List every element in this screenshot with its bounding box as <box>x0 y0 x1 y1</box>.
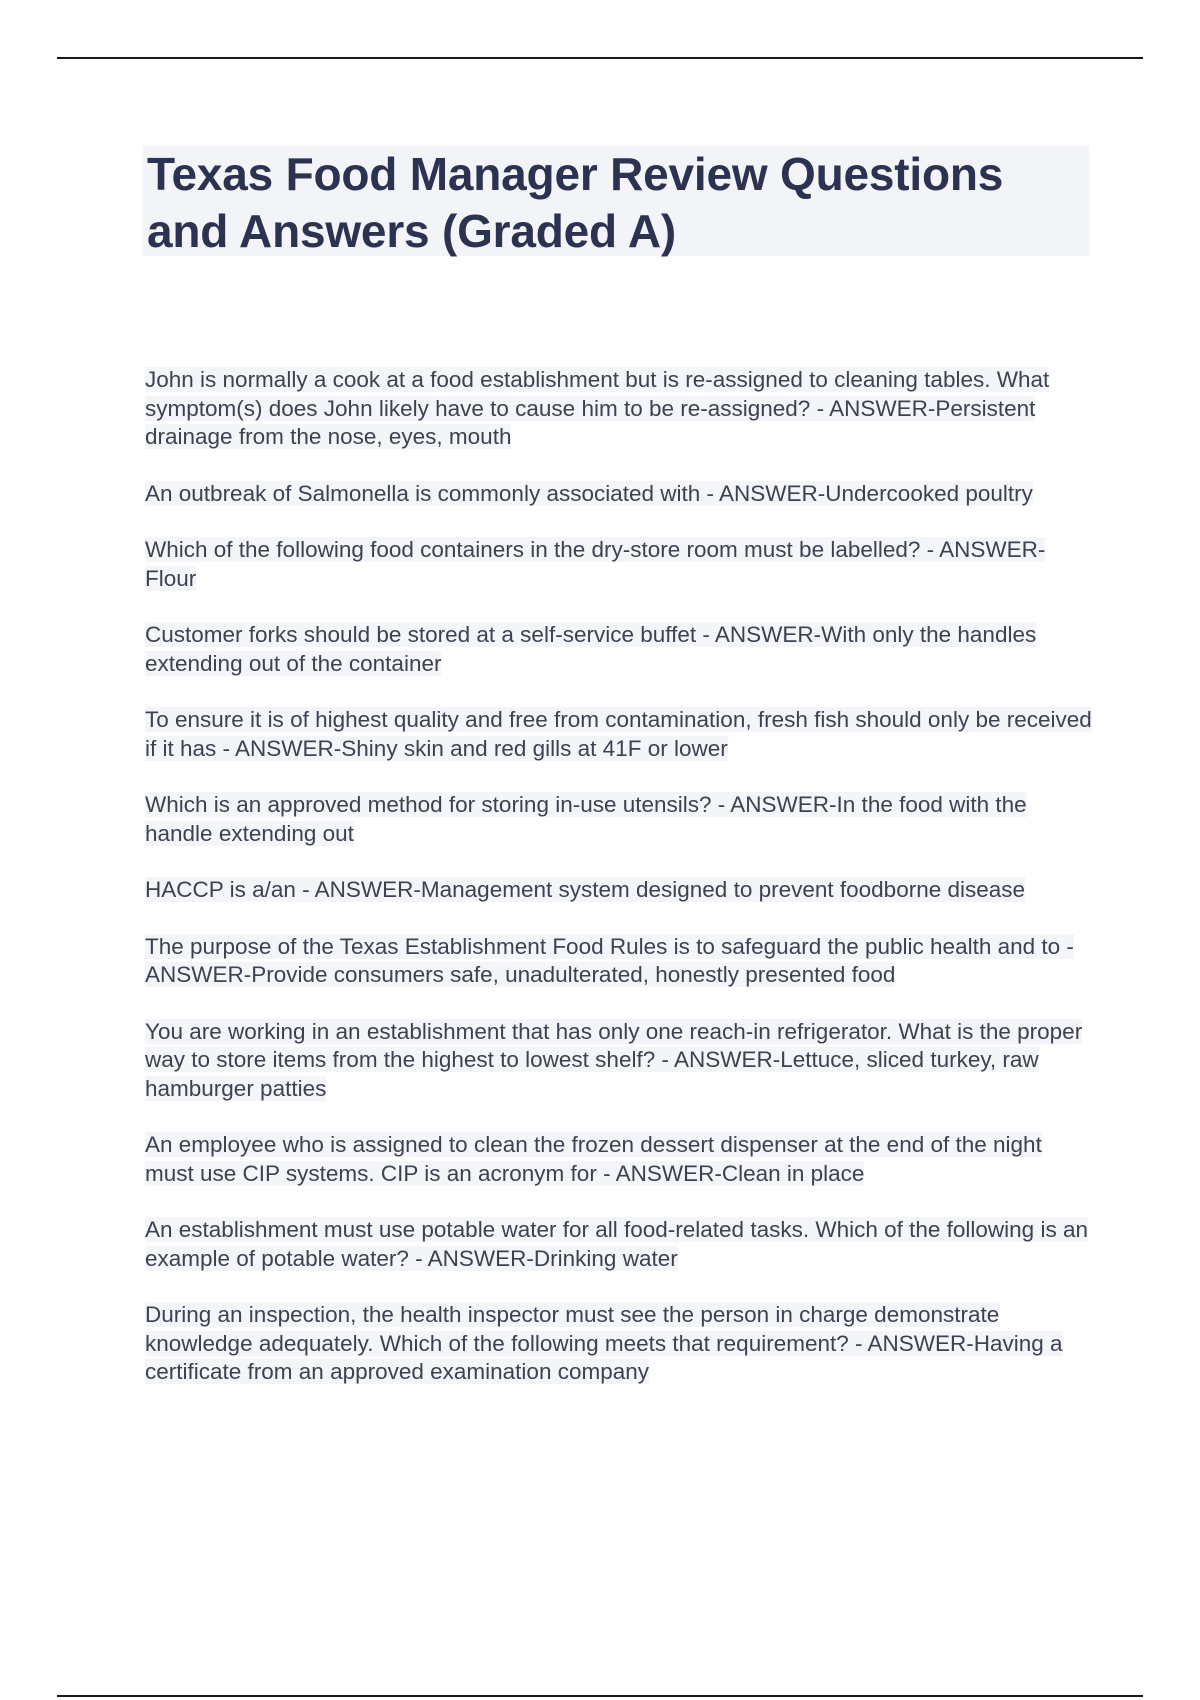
qa-text: HACCP is a/an - ANSWER-Management system designed to prevent foodborne disease <box>145 877 1026 902</box>
qa-text: You are working in an establishment that has only one reach-in refrigerator. What is the proper way to store items from the highest to lowest shelf? - ANSWER-Lettuce, sliced turkey, raw hamburger patties <box>145 1018 1083 1101</box>
qa-item <box>145 1018 1095 1104</box>
qa-text: The purpose of the Texas Establishment Food Rules is to safeguard the public health and to - ANSWER-Provide consumers safe, unadulterated, honestly presented food <box>145 933 1074 987</box>
qa-item <box>145 1216 1095 1273</box>
qa-text: Which of the following food containers in the dry-store room must be labelled? - ANSWER-Flour <box>145 537 1046 591</box>
qa-item <box>145 536 1095 593</box>
qa-item <box>145 366 1095 452</box>
bottom-divider <box>57 1695 1143 1697</box>
qa-item <box>145 621 1095 678</box>
qa-text: During an inspection, the health inspector must see the person in charge demonstrate knowledge adequately. Which of the following meets that requirement? - ANSWER-Having a certificate from an approved examination company <box>145 1302 1063 1384</box>
qa-text: John is normally a cook at a food establishment but is re-assigned to cleaning tables. What symptom(s) does John likely have to cause him to be re-assigned? - ANSWER-Persistent drainage from the nose, eyes, mouth <box>145 367 1050 449</box>
qa-list <box>145 366 1095 1415</box>
qa-item <box>145 876 1095 905</box>
qa-item <box>145 706 1095 763</box>
qa-text: To ensure it is of highest quality and free from contamination, fresh fish should only be received if it has - ANSWER-Shiny skin and red gills at 41F or lower <box>145 707 1092 761</box>
qa-item <box>145 1131 1095 1188</box>
qa-text: An establishment must use potable water for all food-related tasks. Which of the following is an example of potable water? - ANSWER-Drinking water <box>145 1217 1088 1271</box>
top-divider <box>57 57 1143 59</box>
qa-text: An employee who is assigned to clean the frozen dessert dispenser at the end of the night must use CIP systems. CIP is an acronym for - ANSWER-Clean in place <box>145 1132 1042 1186</box>
qa-item <box>145 933 1095 990</box>
document-title: Texas Food Manager Review Questions and Answers (Graded A) <box>147 148 1004 257</box>
qa-item <box>145 791 1095 848</box>
qa-text: Which is an approved method for storing in-use utensils? - ANSWER-In the food with the handle extending out <box>145 792 1027 846</box>
qa-item <box>145 1301 1095 1387</box>
qa-item <box>145 480 1095 509</box>
title-block <box>143 146 1089 256</box>
qa-text: An outbreak of Salmonella is commonly associated with - ANSWER-Undercooked poultry <box>145 480 1033 506</box>
qa-text: Customer forks should be stored at a self-service buffet - ANSWER-With only the handles extending out of the container <box>145 622 1037 676</box>
